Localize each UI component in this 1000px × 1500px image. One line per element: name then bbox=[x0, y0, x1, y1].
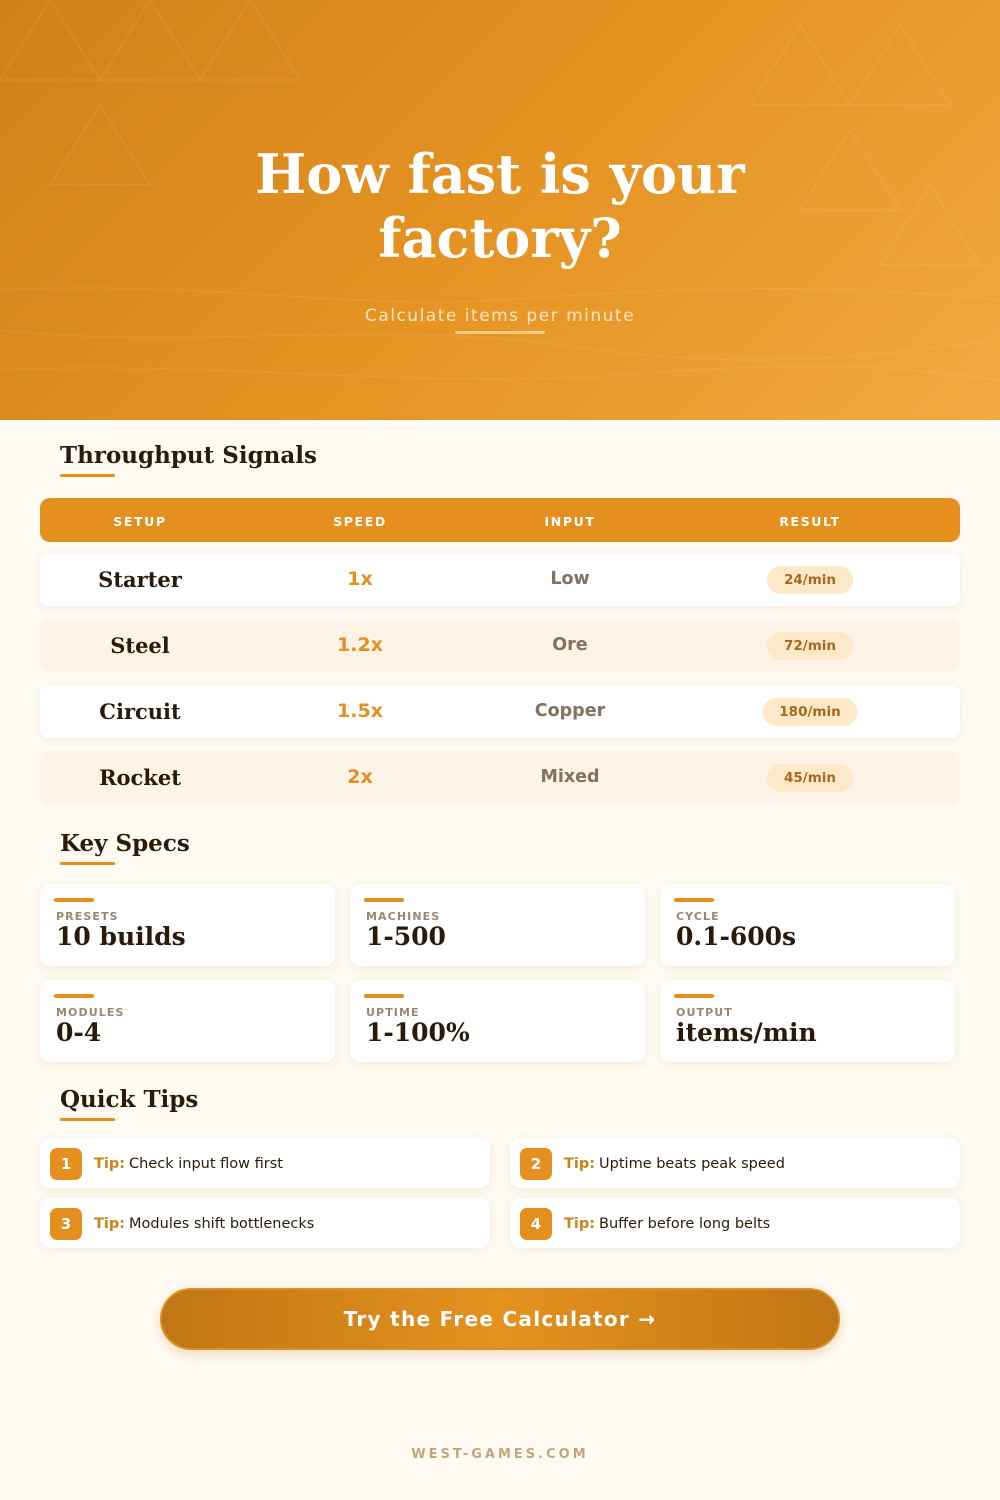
column-header-result: RESULT bbox=[779, 514, 841, 529]
tip-prefix: Tip: bbox=[94, 1156, 126, 1172]
tip-body: Uptime beats peak speed bbox=[599, 1156, 785, 1172]
specs-section-title: Key Specs bbox=[60, 830, 190, 857]
tip-text bbox=[564, 1198, 770, 1248]
spec-label: MACHINES bbox=[366, 910, 441, 923]
spec-card-cycle bbox=[660, 884, 955, 966]
spec-value: 0.1-600s bbox=[676, 922, 797, 951]
speed-cell: 1.5x bbox=[337, 700, 383, 722]
spec-value: 10 builds bbox=[56, 922, 186, 951]
spec-label: UPTIME bbox=[366, 1006, 420, 1019]
result-badge: 72/min bbox=[767, 632, 853, 660]
card-accent-bar bbox=[364, 898, 404, 902]
input-cell: Ore bbox=[552, 635, 588, 655]
table-header bbox=[40, 498, 960, 542]
tip-body: Check input flow first bbox=[129, 1156, 283, 1172]
setup-cell: Circuit bbox=[99, 699, 181, 724]
tip-number-badge: 2 bbox=[520, 1148, 552, 1180]
page-title-line-1: How fast is your bbox=[255, 142, 745, 206]
page-title bbox=[0, 142, 1000, 270]
column-header-input: INPUT bbox=[544, 514, 596, 529]
try-calculator-button[interactable]: Try the Free Calculator → bbox=[160, 1288, 840, 1350]
tip-text bbox=[564, 1138, 785, 1188]
tips-section-title: Quick Tips bbox=[60, 1086, 199, 1113]
tip-prefix: Tip: bbox=[94, 1216, 126, 1232]
spec-label: PRESETS bbox=[56, 910, 119, 923]
specs-section-underline bbox=[60, 862, 115, 865]
setup-cell: Starter bbox=[98, 567, 182, 592]
spec-card-machines bbox=[350, 884, 645, 966]
tip-number-badge: 3 bbox=[50, 1208, 82, 1240]
tip-text bbox=[94, 1198, 314, 1248]
speed-cell: 1.2x bbox=[337, 634, 383, 656]
spec-label: OUTPUT bbox=[676, 1006, 733, 1019]
column-header-speed: SPEED bbox=[333, 514, 387, 529]
input-cell: Mixed bbox=[540, 767, 600, 787]
speed-cell: 2x bbox=[347, 766, 373, 788]
table-row bbox=[40, 751, 960, 804]
table-row bbox=[40, 685, 960, 738]
spec-value: 1-100% bbox=[366, 1018, 470, 1047]
input-cell: Low bbox=[550, 569, 590, 589]
speed-cell: 1x bbox=[347, 568, 373, 590]
spec-card-presets bbox=[40, 884, 335, 966]
table-row bbox=[40, 553, 960, 606]
spec-value: items/min bbox=[676, 1018, 817, 1047]
tip-card-3 bbox=[40, 1198, 490, 1248]
card-accent-bar bbox=[674, 898, 714, 902]
tip-text bbox=[94, 1138, 283, 1188]
card-accent-bar bbox=[54, 898, 94, 902]
result-badge: 24/min bbox=[767, 566, 853, 594]
tips-section-underline bbox=[60, 1118, 115, 1121]
tip-prefix: Tip: bbox=[564, 1156, 596, 1172]
spec-card-uptime bbox=[350, 980, 645, 1062]
setup-cell: Rocket bbox=[99, 765, 181, 790]
hero-subtitle: Calculate items per minute bbox=[364, 306, 636, 326]
spec-value: 0-4 bbox=[56, 1018, 102, 1047]
spec-card-output bbox=[660, 980, 955, 1062]
spec-value: 1-500 bbox=[366, 922, 446, 951]
spec-label: CYCLE bbox=[676, 910, 720, 923]
card-accent-bar bbox=[54, 994, 94, 998]
throughput-section-underline bbox=[60, 474, 115, 477]
tip-body: Modules shift bottlenecks bbox=[129, 1216, 315, 1232]
hero-subtitle-underline bbox=[455, 331, 545, 334]
spec-label: MODULES bbox=[56, 1006, 125, 1019]
tip-card-2 bbox=[510, 1138, 960, 1188]
setup-cell: Steel bbox=[110, 633, 170, 658]
result-badge: 180/min bbox=[762, 698, 857, 726]
tip-body: Buffer before long belts bbox=[599, 1216, 771, 1232]
page-title-line-2: factory? bbox=[378, 206, 622, 270]
spec-card-modules bbox=[40, 980, 335, 1062]
tip-prefix: Tip: bbox=[564, 1216, 596, 1232]
tip-card-4 bbox=[510, 1198, 960, 1248]
card-accent-bar bbox=[674, 994, 714, 998]
tip-number-badge: 4 bbox=[520, 1208, 552, 1240]
table-row bbox=[40, 619, 960, 672]
result-badge: 45/min bbox=[767, 764, 853, 792]
tip-card-1 bbox=[40, 1138, 490, 1188]
footer-site-link[interactable]: WEST-GAMES.COM bbox=[411, 1447, 589, 1462]
input-cell: Copper bbox=[534, 701, 606, 721]
tip-number-badge: 1 bbox=[50, 1148, 82, 1180]
card-accent-bar bbox=[364, 994, 404, 998]
hero-banner bbox=[0, 0, 1000, 420]
column-header-setup: SETUP bbox=[113, 514, 167, 529]
throughput-section-title: Throughput Signals bbox=[60, 442, 317, 469]
